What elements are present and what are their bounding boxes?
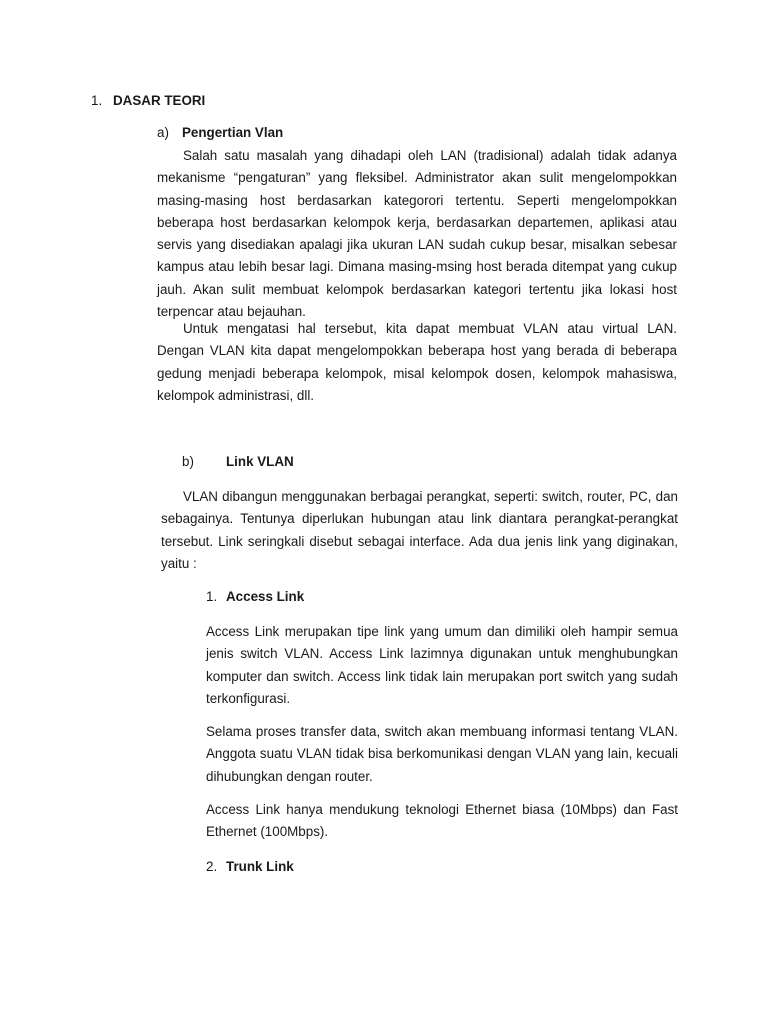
paragraph-line: Access Link hanya mendukung teknologi Ethernet biasa (10Mbps) dan Fast: [206, 802, 678, 817]
sub-b-title: Link VLAN: [226, 454, 294, 469]
item-2-number: 2.: [206, 859, 218, 874]
paragraph-line: beberapa host berdasarkan kelompok kerja, berdasarkan departemen, aplikasi atau: [157, 214, 677, 230]
paragraph-line: mekanisme “pengaturan” yang fleksibel. Administrator akan sulit mengelompokkan: [157, 170, 677, 186]
item-2-title: Trunk Link: [226, 859, 294, 874]
paragraph-line: tersebut. Link seringkali disebut sebagai interface. Ada dua jenis link yang diginakan,: [161, 533, 678, 549]
paragraph-line: komputer dan switch. Access link tidak lain merupakan port switch yang sudah: [206, 668, 678, 684]
sub-a-paragraph-1: [157, 145, 677, 323]
paragraph-line: VLAN dibangun menggunakan berbagai perangkat, seperti: switch, router, PC, dan: [183, 489, 678, 504]
sub-b-marker: b): [182, 454, 194, 469]
sub-b-paragraph-1: [161, 486, 678, 575]
paragraph-line: Anggota suatu VLAN tidak bisa berkomunikasi dengan VLAN yang lain, kecuali: [206, 746, 678, 762]
item-1-number: 1.: [206, 589, 218, 604]
paragraph-line: kampus atau lebih besar lagi. Dimana masing-msing host berada ditempat yang cukup: [157, 259, 677, 275]
paragraph-line: Salah satu masalah yang dihadapi oleh LAN (tradisional) adalah tidak adanya: [183, 148, 677, 163]
paragraph-line: terpencar atau bejauhan.: [157, 304, 306, 320]
paragraph-line: Ethernet (100Mbps).: [206, 824, 329, 840]
section-title: DASAR TEORI: [113, 93, 206, 108]
item-1-paragraph-1: [206, 621, 678, 710]
item-1-paragraph-3: [206, 799, 678, 844]
paragraph-line: servis yang disediakan apalagi jika ukuran LAN sudah cukup besar, misalkan sebesar: [157, 237, 677, 253]
paragraph-line: jauh. Akan sulit membuat kelompok berdasarkan kategori tertentu jika lokasi host: [157, 281, 677, 297]
paragraph-line: terkonfigurasi.: [206, 690, 291, 706]
paragraph-line: Dengan VLAN kita dapat mengelompokkan beberapa host yang berada di beberapa: [157, 343, 677, 359]
section-number: 1.: [91, 93, 103, 108]
paragraph-line: kelompok administrasi, dll.: [157, 387, 315, 403]
paragraph-line: Access Link merupakan tipe link yang umum dan dimiliki oleh hampir semua: [206, 624, 678, 639]
paragraph-line: sebagainya. Tentunya diperlukan hubungan atau link diantara perangkat-perangkat: [161, 511, 678, 527]
paragraph-line: masing-masing host berdasarkan kategorori tertentu. Seperti mengelompokkan: [157, 192, 677, 208]
paragraph-line: gedung menjadi beberapa kelompok, misal kelompok dosen, kelompok mahasiswa,: [157, 365, 677, 381]
item-1-title: Access Link: [226, 589, 305, 604]
paragraph-line: Selama proses transfer data, switch akan membuang informasi tentang VLAN.: [206, 724, 678, 739]
item-1-paragraph-2: [206, 721, 678, 788]
sub-a-title: Pengertian Vlan: [182, 125, 284, 140]
paragraph-line: yaitu :: [161, 555, 197, 571]
paragraph-line: Untuk mengatasi hal tersebut, kita dapat membuat VLAN atau virtual LAN.: [183, 321, 677, 336]
paragraph-line: jenis switch VLAN. Access Link lazimnya digunakan untuk menghubungkan: [206, 646, 678, 662]
sub-a-paragraph-2: [157, 318, 677, 407]
sub-a-marker: a): [157, 125, 169, 140]
paragraph-line: dihubungkan dengan router.: [206, 768, 373, 784]
